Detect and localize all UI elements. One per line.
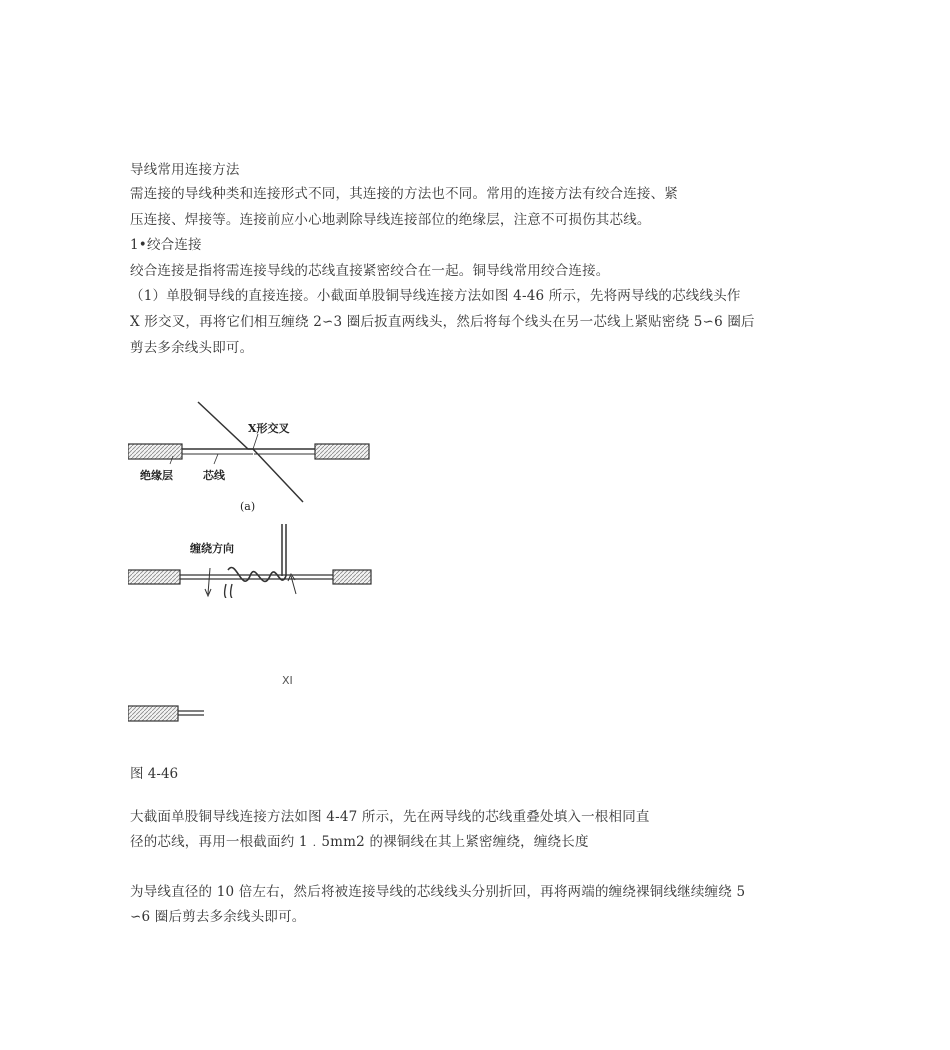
- insulation-left-b: [128, 570, 180, 584]
- section-heading: 1•绞合连接: [130, 237, 202, 253]
- label-core: 芯线: [203, 469, 225, 482]
- insulation-left-a: [128, 444, 182, 459]
- document-title: 导线常用连接方法: [130, 162, 240, 178]
- core-wire-left-a: [182, 449, 303, 502]
- wire-fragment: [128, 703, 208, 727]
- para1-line-1: （1）单股铜导线的直接连接。小截面单股铜导线连接方法如图 4-46 所示，先将两导线的芯线线头作: [130, 288, 741, 304]
- para2-line-1: 大截面单股铜导线连接方法如图 4-47 所示，先在两导线的芯线重叠处填入一根相同直: [130, 809, 650, 825]
- section-intro: 绞合连接是指将需连接导线的芯线直接紧密绞合在一起。铜导线常用绞合连接。: [130, 263, 610, 279]
- insulation-right-b: [333, 570, 371, 584]
- label-insulation: 绝缘层: [140, 469, 173, 482]
- figure-4-46-fragment: [128, 703, 208, 727]
- para3-line-1: 为导线直径的 10 倍左右，然后将被连接导线的芯线线头分别折回，再将两端的缠绕裸铜线继续缠绕 5: [130, 884, 746, 900]
- label-direction: 缠绕方向: [190, 542, 234, 555]
- para2-line-2: 径的芯线，再用一根截面约 1﹒5mm2 的裸铜线在其上紧密缠绕，缠绕长度: [130, 834, 589, 850]
- label-x-cross: X形交叉: [248, 422, 290, 435]
- stray-text: XI: [282, 674, 293, 687]
- para3-line-2: ∽6 圈后剪去多余线头即可。: [130, 909, 306, 925]
- intro-line-2: 压连接、焊接等。连接前应小心地剥除导线连接部位的绝缘层，注意不可损伤其芯线。: [130, 212, 651, 228]
- intro-line-1: 需连接的导线种类和连接形式不同，其连接的方法也不同。常用的连接方法有绞合连接、紧: [130, 186, 678, 202]
- label-subfigure-a: (a): [240, 500, 256, 513]
- insulation-right-a: [315, 444, 369, 459]
- para1-line-2: X 形交叉，再将它们相互缠绕 2∽3 圈后扳直两线头，然后将每个线头在另一芯线上紧贴密绕 5∽6 圈后: [130, 314, 755, 330]
- para1-line-3: 剪去多余线头即可。: [130, 340, 254, 356]
- figure-caption: 图 4-46: [130, 766, 179, 782]
